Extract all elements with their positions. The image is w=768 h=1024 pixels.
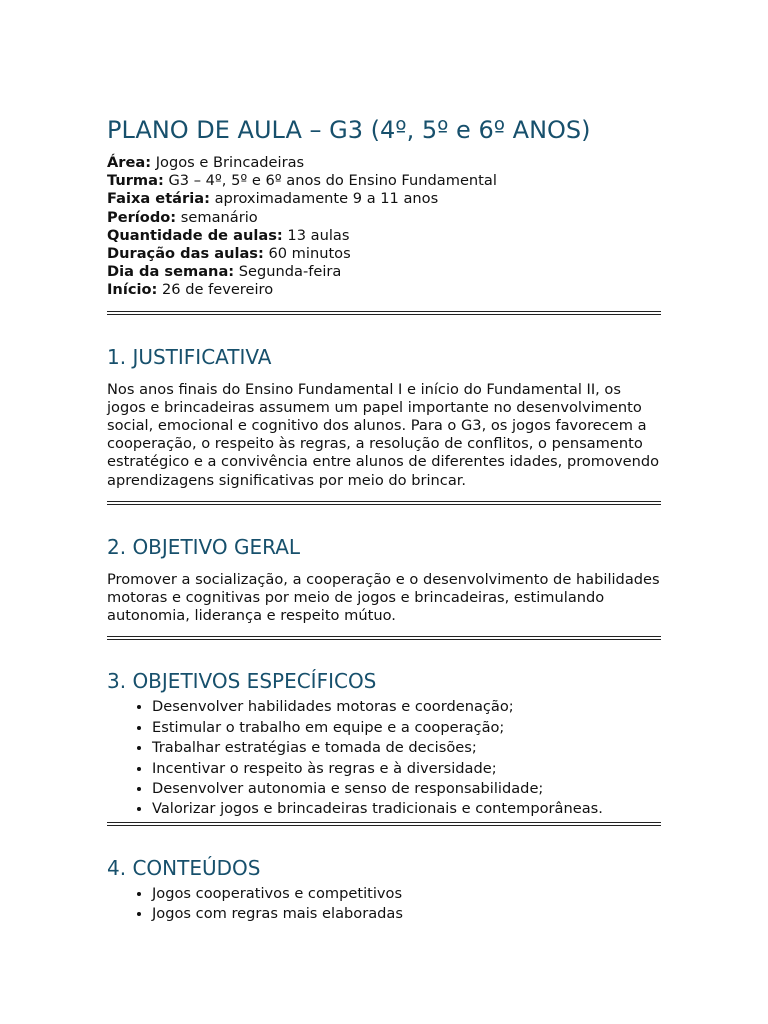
list-item: • Estimular o trabalho em equipe e a cooperação; [152,718,661,738]
info-row-area: Área: Jogos e Brincadeiras [107,154,305,171]
objetivos-especificos-list [107,697,661,819]
list-item: • Incentivar o respeito às regras e à diversidade; [152,759,661,779]
document-title: PLANO DE AULA – G3 (4º, 5º e 6º ANOS) [107,116,591,144]
section-heading-objetivos-especificos: 3. OBJETIVOS ESPECÍFICOS [107,669,377,694]
info-row-inicio: Início: 26 de fevereiro [107,281,274,299]
section-divider [107,822,661,826]
section-divider [107,311,661,315]
info-row-quantidade: Quantidade de aulas: 13 aulas [107,226,350,244]
list-item: • Trabalhar estratégias e tomada de decisões; [152,738,661,758]
info-row-dia: Dia da semana: Segunda-feira [107,263,342,281]
lesson-info [107,154,661,300]
section-divider [107,636,661,640]
section-divider [107,501,661,505]
section-heading-conteudos: 4. CONTEÚDOS [107,855,261,880]
info-row-faixa-etaria: Faixa etária: aproximadamente 9 a 11 anos [107,190,439,208]
section-heading-objetivo-geral: 2. OBJETIVO GERAL [107,534,301,559]
objetivo-geral-text: Promover a socialização, a cooperação e o desenvolvimento de habilidades motoras e cognitivas por meio de jogos e brincadeiras, estimulando autonomia, liderança e respeito mútuo. [107,570,660,625]
justificativa-text: Nos anos finais do Ensino Fundamental I e início do Fundamental II, os jogos e brincadeiras assumem um papel importante no desenvolvimento social, emocional e cognitivo dos alunos. Para o G3, os jogos favorecem a cooperação, o respeito às regras, a resolução de conflitos, o pensamento estratégico e a convivência entre alunos de diferentes idades, promovendo aprendizagens significativas por meio do brincar. [107,380,660,489]
list-item: • Valorizar jogos e brincadeiras tradicionais e contemporâneas. [152,799,661,819]
list-item: • Jogos cooperativos e competitivos [152,884,661,904]
conteudos-list [107,884,661,925]
info-row-turma: Turma: G3 – 4º, 5º e 6º anos do Ensino Fundamental [107,172,497,190]
list-item: • Desenvolver habilidades motoras e coordenação; [152,697,661,717]
list-item: • Desenvolver autonomia e senso de responsabilidade; [152,779,661,799]
info-row-periodo: Período: semanário [107,208,258,226]
section-heading-justificativa: 1. JUSTIFICATIVA [107,344,272,369]
list-item: • Jogos com regras mais elaboradas [152,904,661,924]
info-row-duracao: Duração das aulas: 60 minutos [107,245,351,263]
